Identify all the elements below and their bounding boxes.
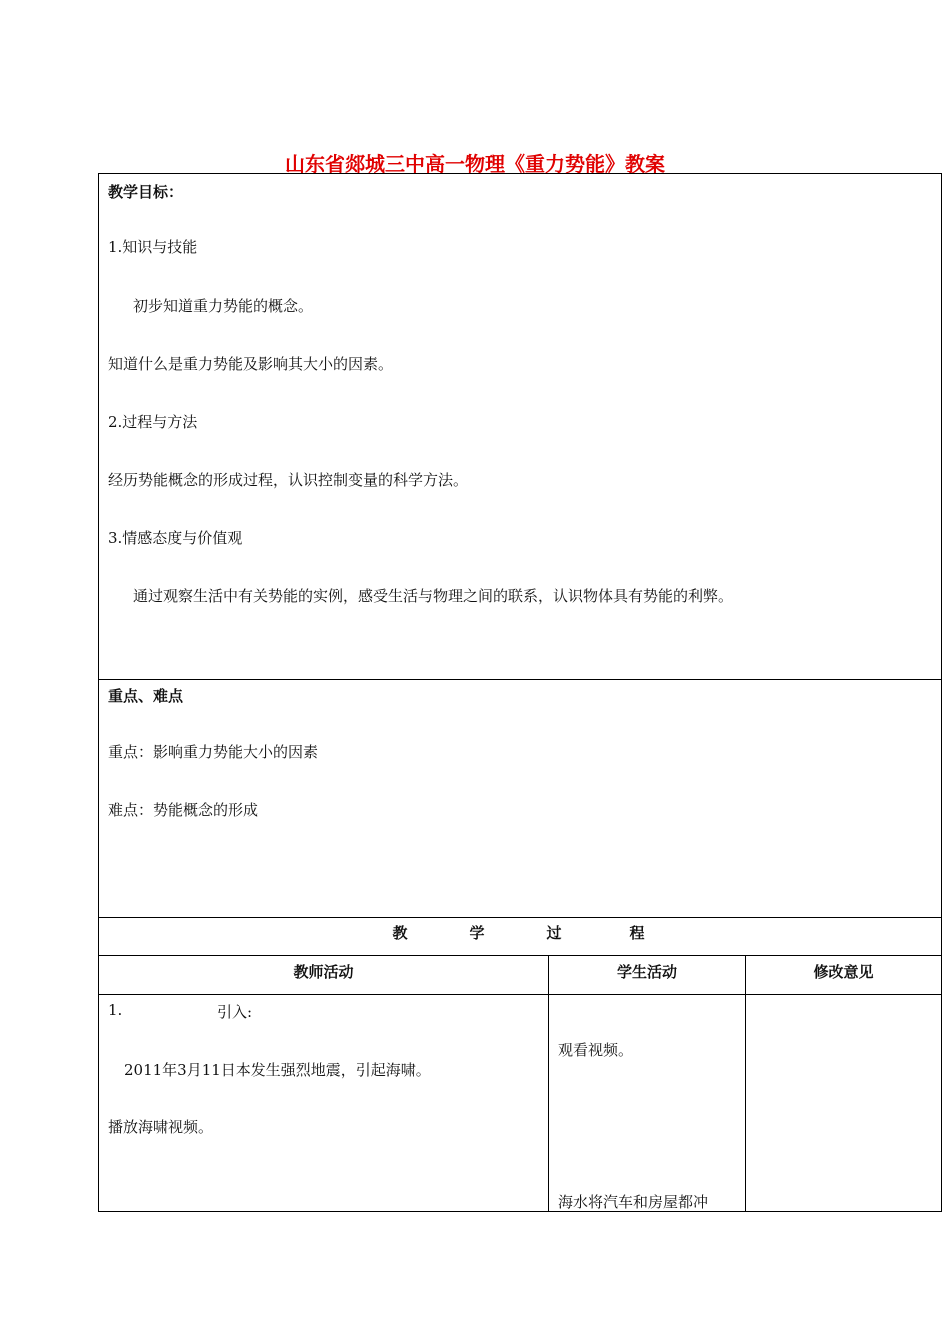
teacher-step-number: 1.: [108, 1001, 123, 1019]
column-teacher-activity: 教师活动: [293, 963, 354, 981]
column-divider: [548, 995, 549, 1211]
objective-attitude-values: 3.情感态度与价值观: [108, 529, 243, 547]
teacher-activity-line2: 播放海啸视频。: [108, 1118, 214, 1136]
column-divider: [745, 995, 746, 1211]
teacher-activity-line1: 2011年3月11日本发生强烈地震，引起海啸。: [124, 1061, 431, 1079]
objectives-heading: 教学目标：: [108, 183, 184, 201]
process-heading-char-1: 教: [392, 924, 408, 942]
process-heading-char-4: 程: [629, 924, 645, 942]
difficulty-text: 难点：势能概念的形成: [108, 801, 259, 819]
objectives-section: [98, 173, 942, 680]
process-heading-char-2: 学: [469, 924, 485, 942]
key-points-heading: 重点、难点: [108, 687, 184, 705]
process-columns-header: [98, 955, 942, 995]
objective-process-methods: 2.过程与方法: [108, 413, 198, 431]
key-point-text: 重点：影响重力势能大小的因素: [108, 743, 319, 761]
student-activity-line1: 观看视频。: [558, 1041, 634, 1059]
column-remarks: 修改意见: [813, 963, 874, 981]
objective-knowledge-line2: 知道什么是重力势能及影响其大小的因素。: [108, 355, 394, 373]
process-heading-row: [98, 917, 942, 956]
process-body-row: [98, 994, 942, 1212]
process-heading-char-3: 过: [546, 924, 562, 942]
objective-process-line1: 经历势能概念的形成过程，认识控制变量的科学方法。: [108, 471, 469, 489]
objective-attitude-line1: 通过观察生活中有关势能的实例，感受生活与物理之间的联系，认识物体具有势能的利弊。: [133, 587, 734, 605]
student-activity-line2: 海水将汽车和房屋都冲: [558, 1193, 709, 1211]
column-student-activity: 学生活动: [616, 963, 677, 981]
document-title: 山东省郯城三中高一物理《重力势能》教案: [285, 152, 665, 176]
teacher-step-label: 引入:: [217, 1003, 253, 1021]
key-points-section: [98, 679, 942, 918]
objective-knowledge-line1: 初步知道重力势能的概念。: [133, 297, 314, 315]
objective-knowledge-skills: 1.知识与技能: [108, 238, 198, 256]
